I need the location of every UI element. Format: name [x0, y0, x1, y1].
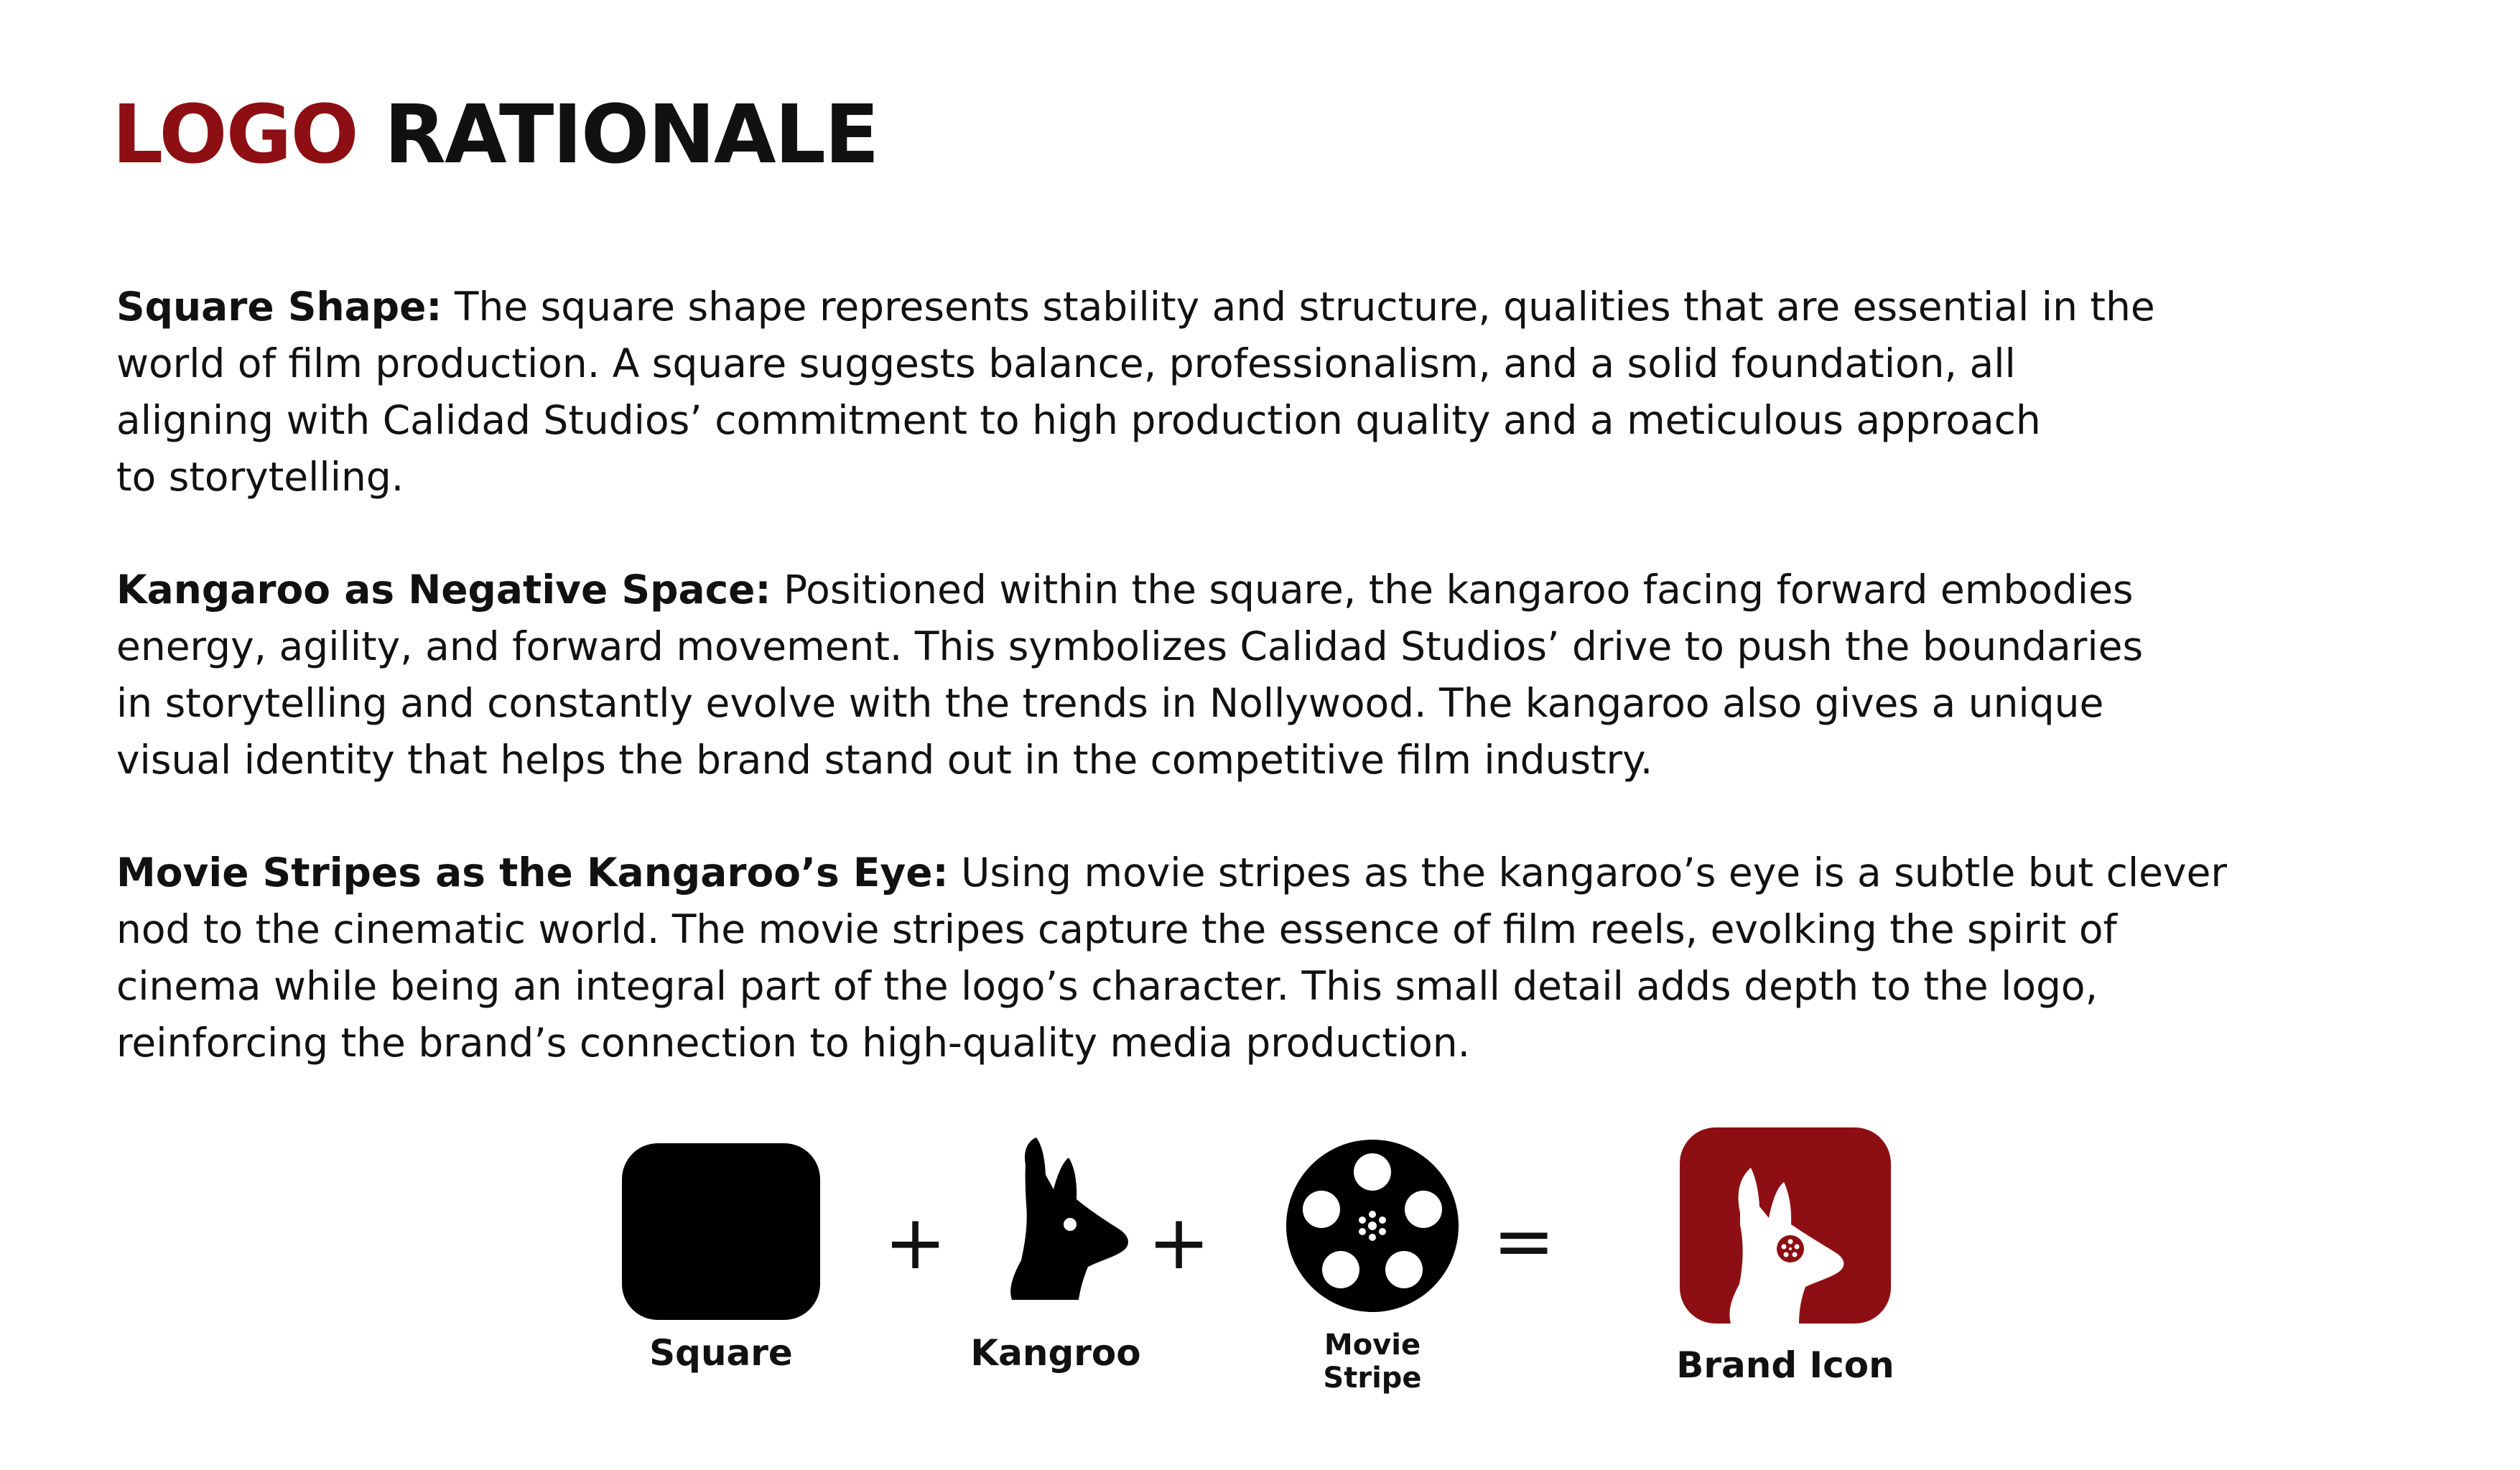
film-reel-icon: [1286, 1140, 1459, 1312]
movie-stripe-caption-line: Stripe: [1323, 1362, 1422, 1395]
square-shape-section: [116, 279, 2386, 506]
title-accent: LOGO: [112, 88, 358, 182]
paragraph-line: [116, 845, 2386, 901]
kangaroo-head-icon: [1008, 1138, 1130, 1300]
section-label: Square Shape:: [116, 284, 442, 330]
plus-operator: +: [1148, 1199, 1211, 1286]
paragraph-line: to storytelling.: [116, 454, 404, 500]
rounded-square-icon: [622, 1143, 820, 1320]
section-text: Using movie stripes as the kangaroo’s eye is a subtle but clever: [961, 850, 2227, 896]
brand-icon: [1680, 1127, 1891, 1324]
paragraph-line: aligning with Calidad Studios’ commitment to high production quality and a meticulous approach: [116, 397, 2041, 443]
paragraph-line: in storytelling and constantly evolve with the trends in Nollywood. The kangaroo also gives a unique: [116, 680, 2104, 726]
movie-stripe-caption-line: Movie: [1324, 1329, 1421, 1362]
section-label: Kangaroo as Negative Space:: [116, 567, 771, 613]
paragraph-line: [116, 562, 2386, 618]
page-title: [112, 88, 878, 182]
section-text: The square shape represents stability and structure, qualities that are essential in the: [454, 284, 2155, 330]
square-caption: Square: [649, 1332, 793, 1374]
paragraph-line: cinema while being an integral part of the logo’s character. This small detail adds depth to the logo,: [116, 963, 2098, 1009]
paragraph-line: visual identity that helps the brand stand out in the competitive film industry.: [116, 737, 1653, 783]
kangaroo-section: [116, 562, 2386, 789]
paragraph-line: reinforcing the brand’s connection to high-quality media production.: [116, 1020, 1471, 1066]
reel-eye-icon: [1777, 1235, 1804, 1262]
paragraph-line: nod to the cinematic world. The movie stripes capture the essence of film reels, evolking the spirit of: [116, 906, 2117, 952]
paragraph-line: energy, agility, and forward movement. This symbolizes Calidad Studios’ drive to push the boundaries: [116, 623, 2144, 669]
movie-stripes-section: [116, 845, 2386, 1071]
equals-operator: =: [1492, 1197, 1556, 1285]
movie-stripe-caption: [1286, 1329, 1459, 1395]
title-rest: RATIONALE: [383, 88, 878, 182]
section-text: Positioned within the square, the kangaroo facing forward embodies: [783, 567, 2134, 613]
paragraph-line: world of film production. A square suggests balance, professionalism, and a solid foundation, all: [116, 340, 2016, 386]
kangroo-caption: Kangroo: [970, 1332, 1141, 1374]
brand-icon-caption: Brand Icon: [1676, 1344, 1894, 1386]
section-label: Movie Stripes as the Kangaroo’s Eye:: [116, 850, 949, 896]
plus-operator: +: [884, 1199, 947, 1286]
paragraph-line: [116, 279, 2386, 335]
